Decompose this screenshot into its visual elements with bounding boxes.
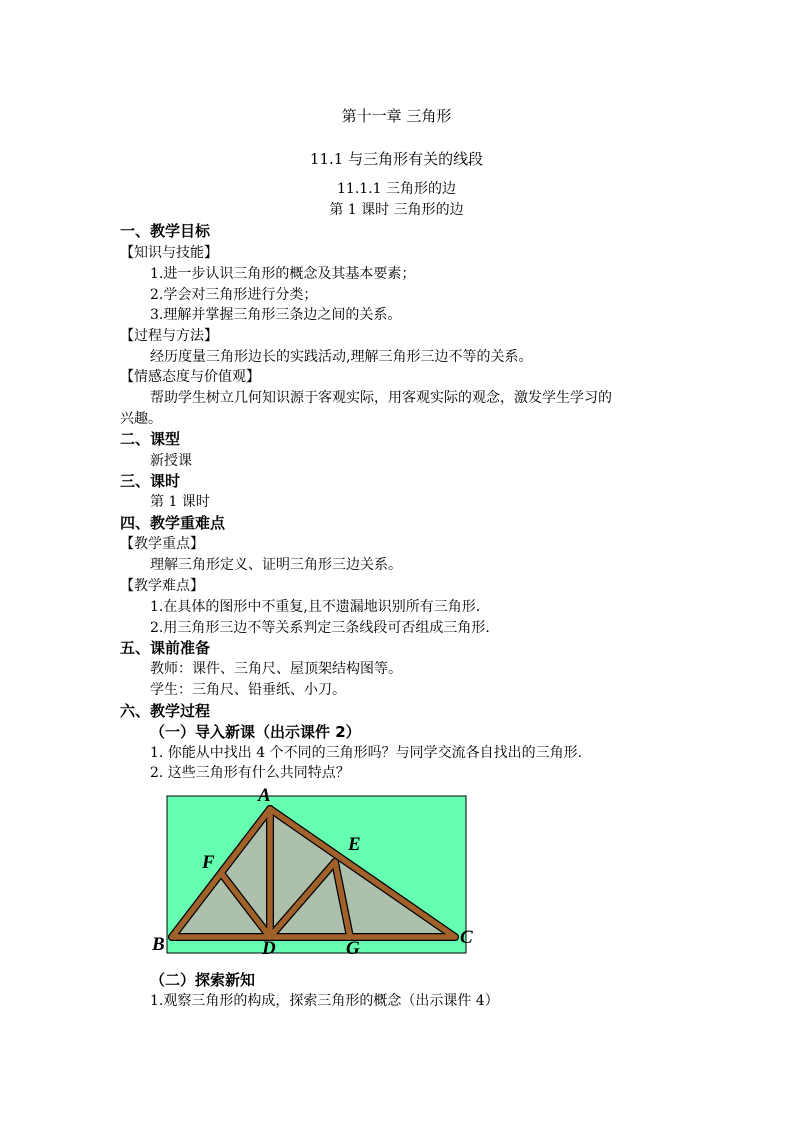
lesson-title: 第 1 课时 三角形的边: [329, 202, 464, 218]
knowledge-skills-label: 【知识与技能】: [120, 245, 218, 261]
process-heading: 六、教学过程: [120, 702, 211, 720]
student-preparation: 学生：三角尺、铅垂纸、小刀。: [150, 682, 346, 698]
knowledge-item-3: 3.理解并掌握三角形三条边之间的关系。: [150, 307, 402, 323]
vertex-label-a: A: [258, 785, 271, 806]
attitude-line-1: 帮助学生树立几何知识源于客观实际，用客观实际的观念，激发学生学习的: [150, 390, 612, 406]
attitude-line-2: 兴趣。: [120, 411, 162, 427]
intro-heading: （一）导入新课（出示课件 2）: [150, 723, 361, 741]
process-method-label: 【过程与方法】: [120, 328, 218, 344]
lesson-type-heading: 二、课型: [120, 430, 181, 448]
attitude-label: 【情感态度与价值观】: [120, 369, 260, 385]
vertex-label-b: B: [152, 934, 165, 955]
vertex-label-f: F: [202, 852, 215, 873]
lesson-type-content: 新授课: [150, 453, 192, 469]
difficult-item-1: 1.在具体的图形中不重复,且不遗漏地识别所有三角形.: [150, 599, 481, 615]
explore-heading: （二）探索新知: [150, 971, 256, 989]
explore-item-1: 1.观察三角形的构成，探索三角形的概念（出示课件 4）: [150, 993, 499, 1009]
chapter-title: 第十一章 三角形: [341, 107, 452, 125]
vertex-label-d: D: [262, 938, 276, 956]
class-hours-heading: 三、课时: [120, 472, 181, 490]
vertex-label-c: C: [460, 927, 473, 948]
question-2: 2. 这些三角形有什么共同特点？: [150, 765, 350, 781]
key-point-item: 理解三角形定义、证明三角形三边关系。: [150, 557, 402, 573]
preparation-heading: 五、课前准备: [120, 639, 211, 657]
key-point-label: 【教学重点】: [120, 536, 204, 552]
subsection-title: 11.1.1 三角形的边: [337, 181, 456, 197]
knowledge-item-2: 2.学会对三角形进行分类；: [150, 287, 318, 303]
difficult-item-2: 2.用三角形三边不等关系判定三条线段可否组成三角形.: [150, 620, 490, 636]
objectives-heading: 一、教学目标: [120, 222, 211, 240]
key-difficult-heading: 四、教学重难点: [120, 514, 226, 532]
roof-truss-figure: [150, 784, 480, 956]
section-title: 11.1 与三角形有关的线段: [309, 150, 484, 168]
vertex-label-g: G: [346, 938, 360, 956]
process-item: 经历度量三角形边长的实践活动,理解三角形三边不等的关系。: [150, 349, 533, 365]
teacher-preparation: 教师：课件、三角尺、屋顶架结构图等。: [150, 661, 402, 677]
knowledge-item-1: 1.进一步认识三角形的概念及其基本要素；: [150, 266, 416, 282]
vertex-label-e: E: [348, 834, 361, 855]
difficult-point-label: 【教学难点】: [120, 578, 204, 594]
question-1: 1. 你能从中找出 4 个不同的三角形吗？与同学交流各自找出的三角形.: [150, 745, 583, 761]
class-hours-content: 第 1 课时: [150, 494, 210, 510]
